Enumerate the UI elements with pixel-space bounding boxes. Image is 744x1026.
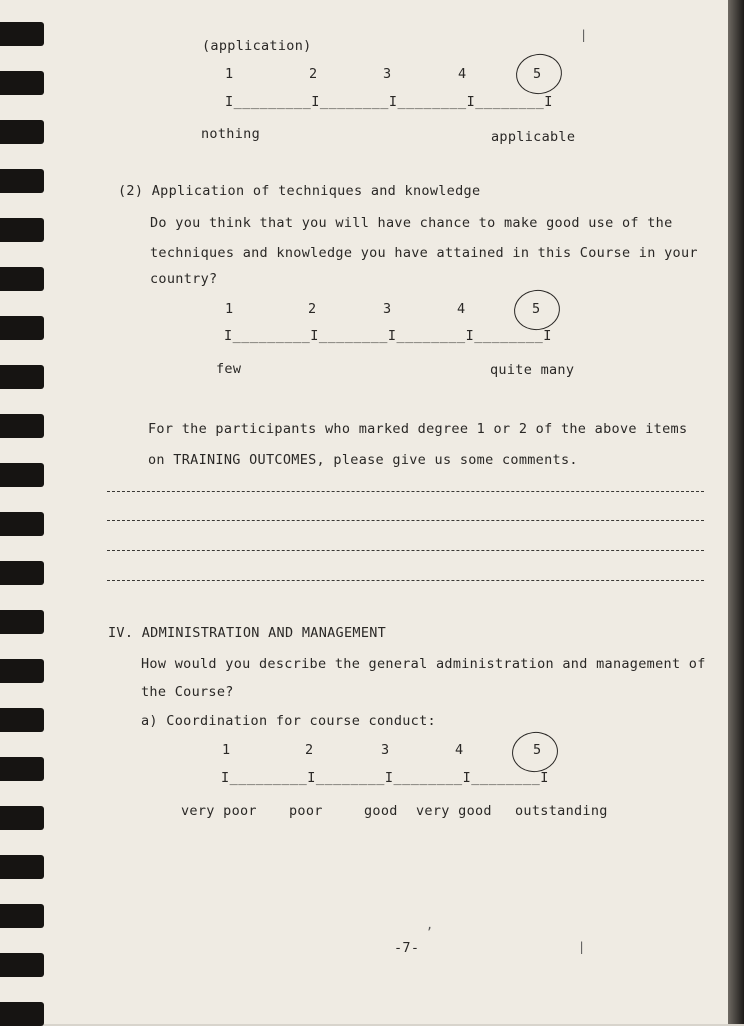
section2-question-line1: Do you think that you will have chance to make good use of the [150,215,673,231]
binding-tab [0,757,44,781]
binding-tab [0,512,44,536]
binding-tab [0,659,44,683]
section2-question-line2: techniques and knowledge you have attained in this Course in your [150,245,698,261]
binding-tab [0,904,44,928]
section4-line: I_________I________I________I________I [221,770,549,786]
binding-tab [0,708,44,732]
scale1-num-1: 1 [225,66,234,82]
page-edge-shadow [728,0,744,1024]
comment-line-2[interactable] [107,520,704,521]
binding-tab [0,806,44,830]
binding-tab [0,316,44,340]
section4-question-line2: the Course? [141,684,234,700]
scale1-num-2: 2 [309,66,318,82]
section2-selected-circle [511,287,562,333]
section4-sub-a: a) Coordination for course conduct: [141,713,436,729]
binding-tab [0,414,44,438]
binding-tab [0,71,44,95]
scale1-label-high: applicable [491,129,576,145]
binding-tab [0,1002,44,1026]
binding-tab [0,22,44,46]
binding-tab [0,953,44,977]
stray-mark: | [580,28,588,42]
comments-instruction-line2: on TRAINING OUTCOMES, please give us some comments. [148,452,578,468]
binding-tab [0,365,44,389]
scale1-line: I_________I________I________I________I [225,94,553,110]
comments-instruction-line1: For the participants who marked degree 1 or 2 of the above items [148,421,688,437]
section4-label-very-poor: very poor [181,803,257,819]
stray-mark: | [578,940,586,954]
section4-num-2: 2 [305,742,314,758]
scale1-num-4: 4 [458,66,467,82]
section2-num-4: 4 [457,301,466,317]
section2-num-1: 1 [225,301,234,317]
section4-num-5: 5 [533,742,542,758]
comment-line-4[interactable] [107,580,704,581]
binding-tab [0,463,44,487]
section2-num-3: 3 [383,301,392,317]
section2-num-5: 5 [532,301,541,317]
stray-mark: , [426,918,434,932]
comment-line-1[interactable] [107,491,704,492]
spiral-binding [0,0,46,1024]
binding-tab [0,610,44,634]
binding-tab [0,169,44,193]
section2-question-line3: country? [150,271,218,287]
section2-label-high: quite many [490,362,575,378]
binding-tab [0,267,44,291]
section4-heading: IV. ADMINISTRATION AND MANAGEMENT [108,625,387,641]
section4-question-line1: How would you describe the general administration and management of [141,656,706,672]
comment-line-3[interactable] [107,550,704,551]
section4-label-very-good: very good [416,803,492,819]
section4-label-good: good [364,803,398,819]
page-number: -7- [394,940,420,956]
section4-num-4: 4 [455,742,464,758]
scale1-num-3: 3 [383,66,392,82]
section2-num-2: 2 [308,301,317,317]
section4-selected-circle [509,729,560,775]
section4-label-poor: poor [289,803,323,819]
section4-num-1: 1 [222,742,231,758]
scale1-num-5: 5 [533,66,542,82]
binding-tab [0,218,44,242]
scale1-heading: (application) [202,38,312,54]
section2-heading: (2) Application of techniques and knowledge [118,183,481,199]
scale1-selected-circle [513,51,564,97]
section4-label-outstanding: outstanding [515,803,608,819]
section2-label-low: few [216,361,242,377]
binding-tab [0,561,44,585]
section4-num-3: 3 [381,742,390,758]
binding-tab [0,120,44,144]
scale1-label-low: nothing [201,126,260,142]
section2-line: I_________I________I________I________I [224,328,552,344]
binding-tab [0,855,44,879]
